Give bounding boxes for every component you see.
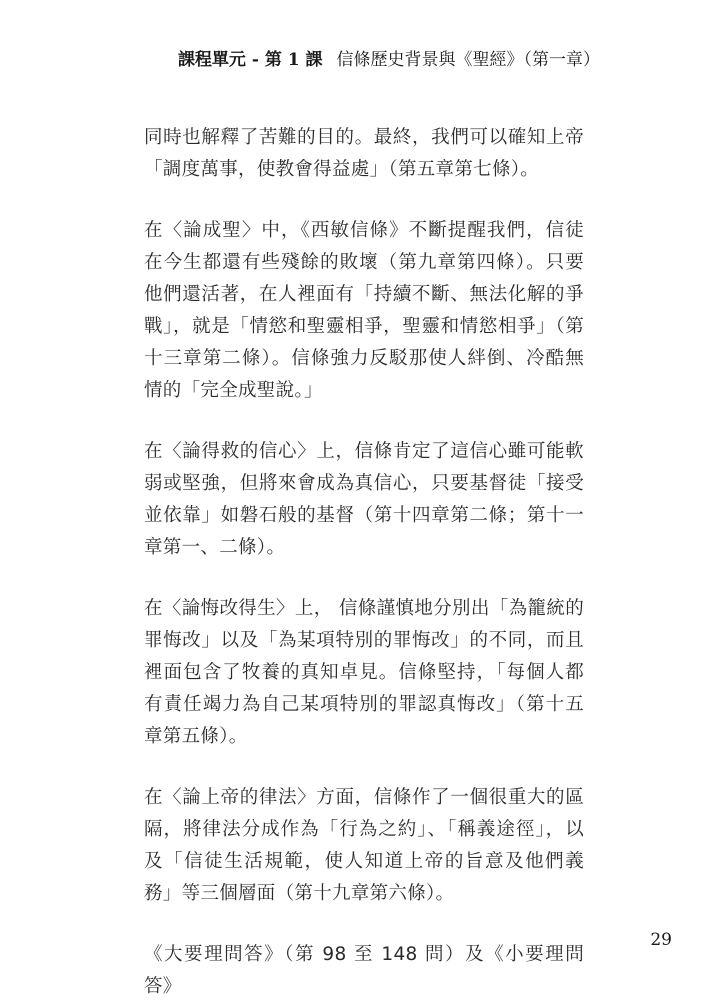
chapter-title: 信條歷史背景與《聖經》（第一章） <box>336 50 600 70</box>
paragraph: 同時也解釋了苦難的目的。最終，我們可以確知上帝「調度萬事，使教會得益處」（第五章第七條）。 <box>144 127 584 180</box>
paragraph: 在〈論上帝的律法〉方面，信條作了一個很重大的區隔，將律法分成作為「行為之約」、「稱義途徑」，以及「信徒生活規範，使人知道上帝的旨意及他們義務」等三個層面（第十九章第六條）。 <box>144 787 584 904</box>
paragraph: 在〈論得救的信心〉上，信條肯定了這信心雖可能軟弱或堅強，但將來會成為真信心，只要基督徒「接受並依靠」如磐石般的基督（第十四章第二條；第十一章第一、二條）。 <box>144 441 584 558</box>
body-text <box>144 122 584 1003</box>
paragraph: 在〈論成聖〉中，《西敏信條》不斷提醒我們，信徒在今生都還有些殘餘的敗壞（第九章第四條）。只要他們還活著，在人裡面有「持續不斷、無法化解的爭戰」，就是「情慾和聖靈相爭，聖靈和情慾相爭」（第十三章第二條）。信條強力反駁那使人絆倒、冷酷無情的「完全成聖說。」 <box>144 220 584 401</box>
page-number: 29 <box>650 930 672 950</box>
course-unit-label: 課程單元 - 第 1 課 <box>177 50 323 70</box>
running-header <box>0 48 600 72</box>
paragraph: 在〈論悔改得生〉上， 信條謹慎地分別出「為籠統的罪悔改」以及「為某項特別的罪悔改」的不同，而且裡面包含了牧養的真知卓見。信條堅持，「每個人都有責任竭力為自己某項特別的罪認真悔改」（第十五章第五條）。 <box>144 598 584 747</box>
paragraph: 《大要理問答》（第 98 至 148 問）及《小要理問答》 <box>144 944 584 997</box>
